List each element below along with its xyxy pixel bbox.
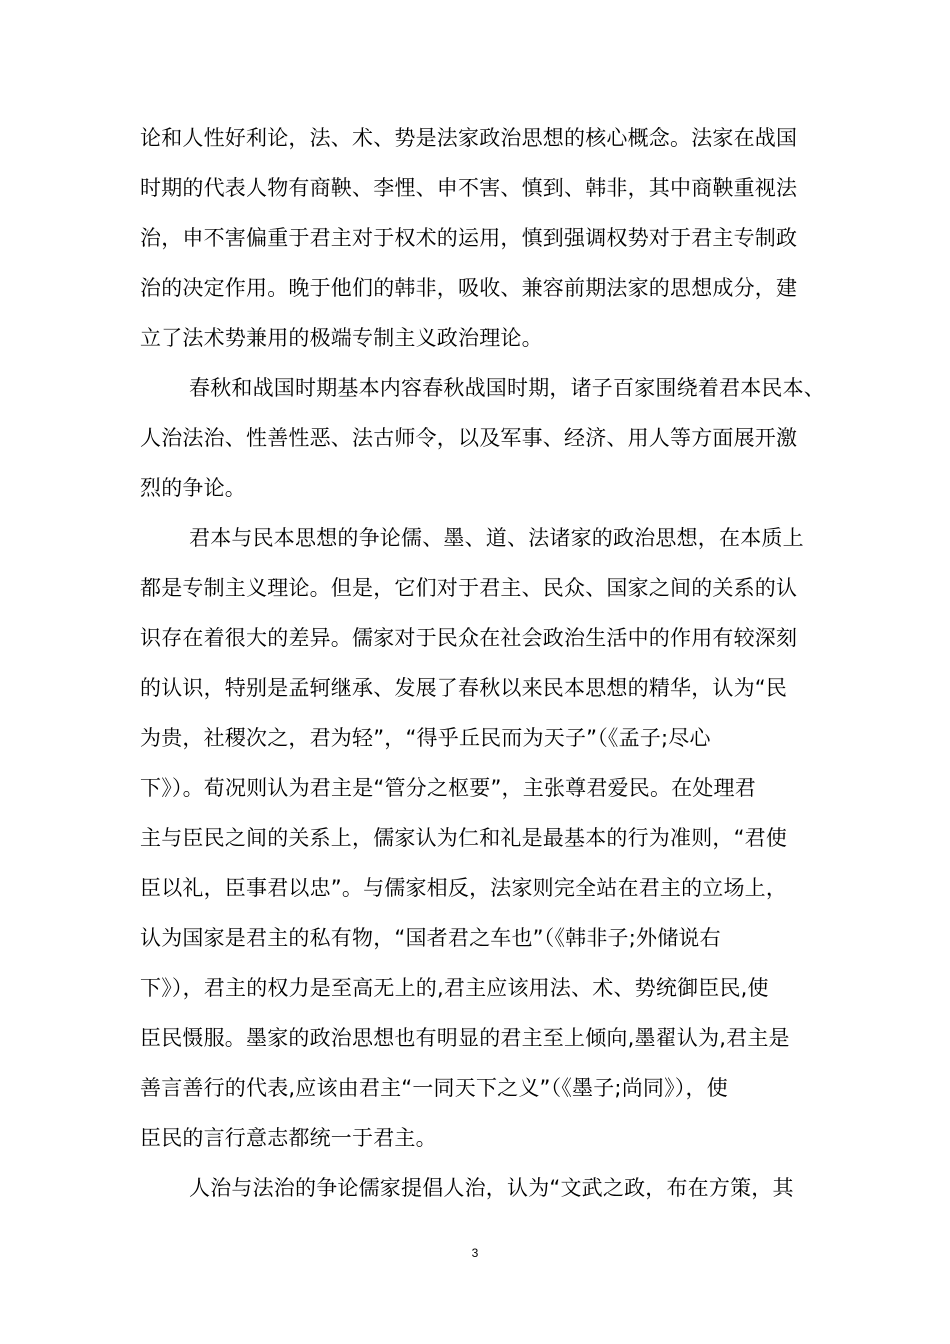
text-line: 臣民的言行意志都统一于君主。 (140, 1126, 437, 1150)
text-line: 时期的代表人物有商鞅、李悝、申不害、慎到、韩非，其中商鞅重视法 (140, 176, 798, 200)
text-line: 下》），君主的权力是至高无上的,君主应该用法、术、势统御臣民,使 (140, 976, 769, 1000)
text-line: 主与臣民之间的关系上，儒家认为仁和礼是最基本的行为准则，“君使 (140, 826, 788, 850)
page-number: 3 (471, 1246, 479, 1260)
text-line: 识存在着很大的差异。儒家对于民众在社会政治生活中的作用有较深刻 (140, 626, 798, 650)
text-line: 为贵，社稷次之，君为轻”，“得乎丘民而为天子”（《孟子;尽心 (140, 726, 711, 750)
text-line: 烈的争论。 (140, 476, 246, 500)
text-line: 臣民慑服。墨家的政治思想也有明显的君主至上倾向,墨翟认为,君主是 (140, 1026, 790, 1050)
paragraph-start-line: 人治与法治的争论儒家提倡人治，认为“文武之政，布在方策，其 (189, 1176, 794, 1200)
paragraph-start-line: 君本与民本思想的争论儒、墨、道、法诸家的政治思想，在本质上 (189, 526, 804, 550)
text-line: 论和人性好利论，法、术、势是法家政治思想的核心概念。法家在战国 (140, 126, 798, 150)
text-line: 人治法治、性善性恶、法古师令，以及军事、经济、用人等方面展开激 (140, 426, 798, 450)
text-line: 认为国家是君主的私有物，“国者君之车也”（《韩非子;外储说右 (140, 926, 721, 950)
text-line: 善言善行的代表,应该由君主“一同天下之义”（《墨子;尚同》），使 (140, 1076, 728, 1100)
text-line: 治，申不害偏重于君主对于权术的运用，慎到强调权势对于君主专制政 (140, 226, 798, 250)
text-line: 都是专制主义理论。但是，它们对于君主、民众、国家之间的关系的认 (140, 576, 798, 600)
text-line: 立了法术势兼用的极端专制主义政治理论。 (140, 326, 543, 350)
text-line: 治的决定作用。晚于他们的韩非，吸收、兼容前期法家的思想成分，建 (140, 276, 798, 300)
text-line: 下》）。荀况则认为君主是“管分之枢要”，主张尊君爱民。在处理君 (140, 776, 756, 800)
paragraph-start-line: 春秋和战国时期基本内容春秋战国时期，诸子百家围绕着君本民本、 (189, 376, 825, 400)
text-line: 臣以礼，臣事君以忠”。与儒家相反，法家则完全站在君主的立场上， (140, 876, 788, 900)
text-line: 的认识，特别是孟轲继承、发展了春秋以来民本思想的精华，认为“民 (140, 676, 788, 700)
